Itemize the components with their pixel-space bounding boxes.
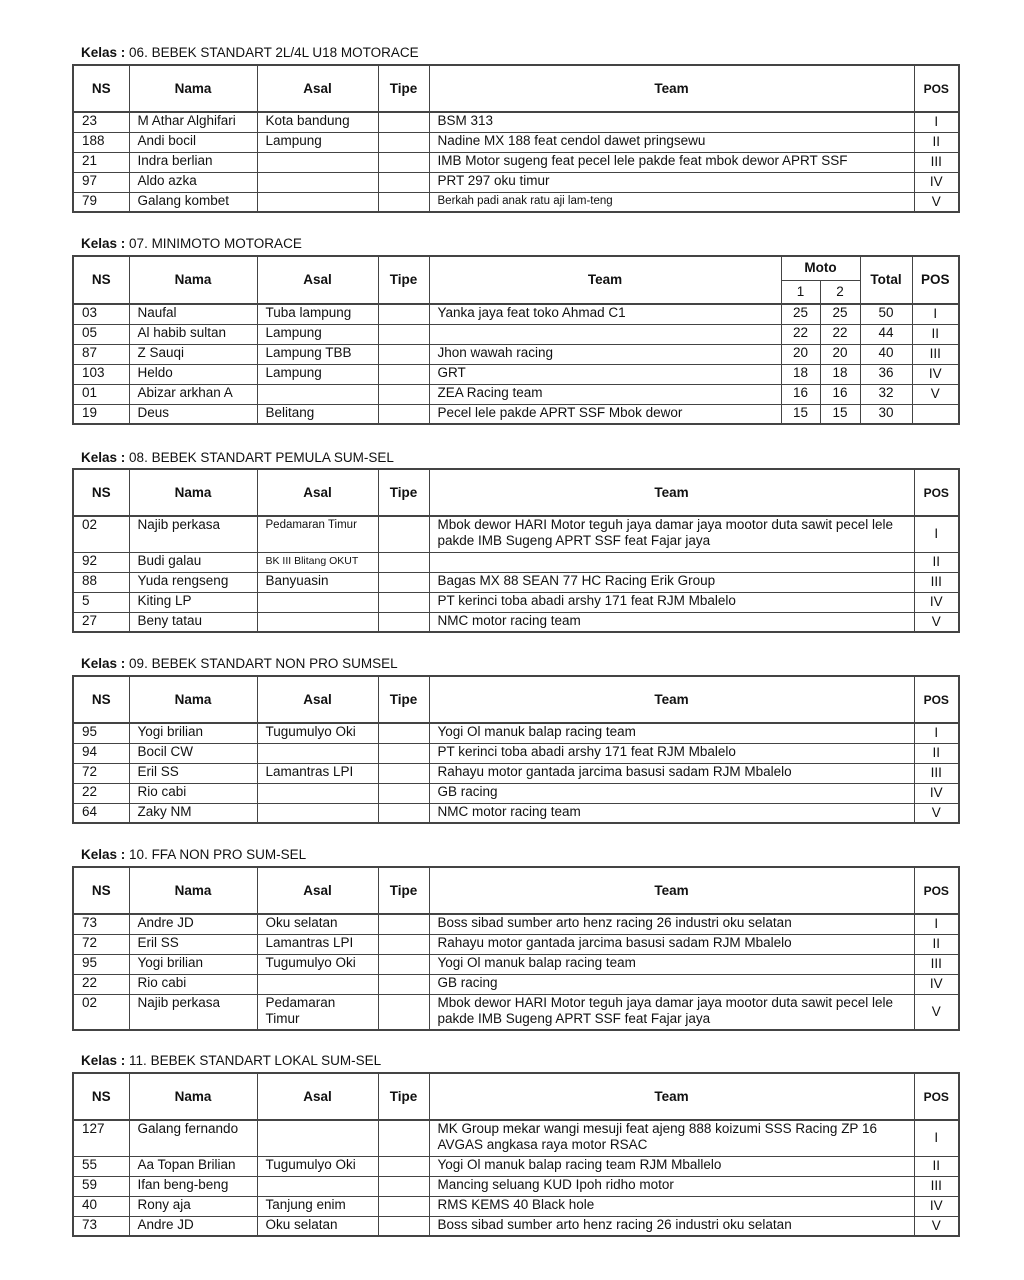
table-row: 73 Andre JD Oku selatan Boss sibad sumber arto henz racing 26 industri oku selatan V	[73, 1216, 959, 1236]
header-total: Total	[860, 256, 912, 304]
header-nama: Nama	[129, 65, 257, 112]
header-asal: Asal	[257, 65, 378, 112]
table-row: 95 Yogi brilian Tugumulyo Oki Yogi Ol manuk balap racing team III	[73, 954, 959, 974]
header-asal: Asal	[257, 676, 378, 723]
class-heading: Kelas : 11. BEBEK STANDART LOKAL SUM-SEL	[81, 1053, 382, 1068]
results-table	[72, 866, 960, 1031]
header-asal: Asal	[257, 867, 378, 914]
table-row: 02 Najib perkasa Pedamaran Timur Mbok dewor HARI Motor teguh jaya damar jaya mootor duta sawit pecel lele pakde IMB Sugeng APRT SSF feat Fajar jaya I	[73, 516, 959, 552]
table-row: 87 Z Sauqi Lampung TBB Jhon wawah racing 20 20 40 III	[73, 344, 959, 364]
table-row: 03 Naufal Tuba lampung Yanka jaya feat toko Ahmad C1 25 25 50 I	[73, 304, 959, 324]
results-table	[72, 255, 960, 425]
table-row: 64 Zaky NM NMC motor racing team V	[73, 803, 959, 823]
table-row: 79 Galang kombet Berkah padi anak ratu aji lam-teng V	[73, 192, 959, 212]
header-team: Team	[429, 867, 914, 914]
table-row: 88 Yuda rengseng Banyuasin Bagas MX 88 SEAN 77 HC Racing Erik Group III	[73, 572, 959, 592]
header-pos: POS	[914, 867, 959, 914]
class-heading: Kelas : 10. FFA NON PRO SUM-SEL	[81, 847, 307, 862]
header-nama: Nama	[129, 867, 257, 914]
table-row: 72 Eril SS Lamantras LPI Rahayu motor gantada jarcima basusi sadam RJM Mbalelo II	[73, 934, 959, 954]
table-row: 19 Deus Belitang Pecel lele pakde APRT SSF Mbok dewor 15 15 30	[73, 404, 959, 424]
header-pos: POS	[914, 1073, 959, 1120]
header-tipe: Tipe	[378, 256, 429, 304]
header-team: Team	[429, 256, 781, 304]
results-table	[72, 64, 960, 213]
header-moto: Moto	[781, 256, 860, 280]
header-nama: Nama	[129, 676, 257, 723]
header-pos: POS	[914, 65, 959, 112]
header-asal: Asal	[257, 1073, 378, 1120]
table-row: 22 Rio cabi GB racing IV	[73, 783, 959, 803]
table-row: 40 Rony aja Tanjung enim RMS KEMS 40 Black hole IV	[73, 1196, 959, 1216]
table-row: 01 Abizar arkhan A ZEA Racing team 16 16 32 V	[73, 384, 959, 404]
table-row: 59 Ifan beng-beng Mancing seluang KUD Ipoh ridho motor III	[73, 1176, 959, 1196]
table-row: 97 Aldo azka PRT 297 oku timur IV	[73, 172, 959, 192]
header-ns: NS	[73, 867, 129, 914]
header-ns: NS	[73, 1073, 129, 1120]
header-team: Team	[429, 65, 914, 112]
results-table	[72, 468, 960, 633]
header-tipe: Tipe	[378, 676, 429, 723]
header-team: Team	[429, 469, 914, 516]
header-pos: POS	[914, 676, 959, 723]
header-tipe: Tipe	[378, 65, 429, 112]
table-row: 94 Bocil CW PT kerinci toba abadi arshy 171 feat RJM Mbalelo II	[73, 743, 959, 763]
table-row: 72 Eril SS Lamantras LPI Rahayu motor gantada jarcima basusi sadam RJM Mbalelo III	[73, 763, 959, 783]
table-row: 127 Galang fernando MK Group mekar wangi mesuji feat ajeng 888 koizumi SSS Racing ZP 16 AVGAS angkasa raya motor RSAC I	[73, 1120, 959, 1156]
table-row: 02 Najib perkasa Pedamaran Timur Mbok dewor HARI Motor teguh jaya damar jaya mootor duta sawit pecel lele pakde IMB Sugeng APRT SSF feat Fajar jaya V	[73, 994, 959, 1030]
class-heading: Kelas : 08. BEBEK STANDART PEMULA SUM-SEL	[81, 450, 394, 465]
table-row: 188 Andi bocil Lampung Nadine MX 188 feat cendol dawet pringsewu II	[73, 132, 959, 152]
header-tipe: Tipe	[378, 867, 429, 914]
table-row: 95 Yogi brilian Tugumulyo Oki Yogi Ol manuk balap racing team I	[73, 723, 959, 743]
table-row: 21 Indra berlian IMB Motor sugeng feat pecel lele pakde feat mbok dewor APRT SSF III	[73, 152, 959, 172]
class-heading: Kelas : 09. BEBEK STANDART NON PRO SUMSEL	[81, 656, 398, 671]
header-nama: Nama	[129, 256, 257, 304]
header-ns: NS	[73, 65, 129, 112]
table-row: 55 Aa Topan Brilian Tugumulyo Oki Yogi Ol manuk balap racing team RJM Mballelo II	[73, 1156, 959, 1176]
header-nama: Nama	[129, 1073, 257, 1120]
header-asal: Asal	[257, 469, 378, 516]
table-row: 23 M Athar Alghifari Kota bandung BSM 313 I	[73, 112, 959, 132]
header-team: Team	[429, 676, 914, 723]
header-tipe: Tipe	[378, 1073, 429, 1120]
table-row: 92 Budi galau BK III Blitang OKUT II	[73, 552, 959, 572]
table-row: 103 Heldo Lampung GRT 18 18 36 IV	[73, 364, 959, 384]
results-table	[72, 675, 960, 824]
table-row: 73 Andre JD Oku selatan Boss sibad sumber arto henz racing 26 industri oku selatan I	[73, 914, 959, 934]
class-heading: Kelas : 07. MINIMOTO MOTORACE	[81, 236, 302, 251]
header-moto-1: 1	[781, 280, 820, 304]
results-table	[72, 1072, 960, 1237]
table-row: 5 Kiting LP PT kerinci toba abadi arshy 171 feat RJM Mbalelo IV	[73, 592, 959, 612]
header-tipe: Tipe	[378, 469, 429, 516]
table-row: 22 Rio cabi GB racing IV	[73, 974, 959, 994]
header-ns: NS	[73, 676, 129, 723]
header-pos: POS	[912, 256, 959, 304]
header-pos: POS	[914, 469, 959, 516]
header-moto-2: 2	[820, 280, 860, 304]
table-row: 27 Beny tatau NMC motor racing team V	[73, 612, 959, 632]
table-row: 05 Al habib sultan Lampung 22 22 44 II	[73, 324, 959, 344]
header-asal: Asal	[257, 256, 378, 304]
class-heading: Kelas : 06. BEBEK STANDART 2L/4L U18 MOTORACE	[81, 45, 419, 60]
header-team: Team	[429, 1073, 914, 1120]
header-ns: NS	[73, 256, 129, 304]
header-ns: NS	[73, 469, 129, 516]
header-nama: Nama	[129, 469, 257, 516]
